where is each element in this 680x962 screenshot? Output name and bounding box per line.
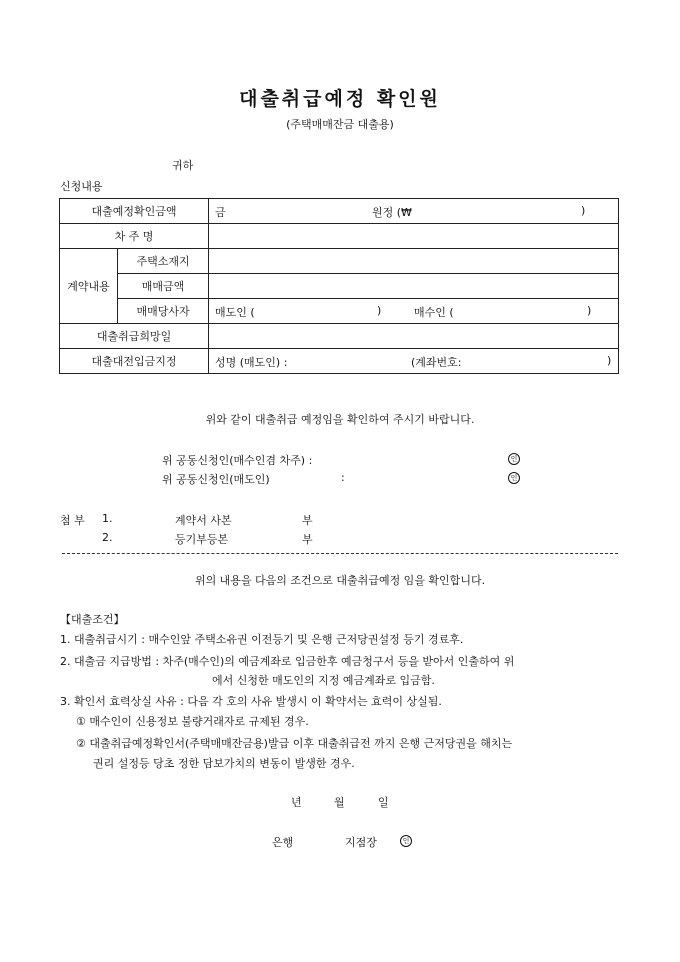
branch-manager-label: 지점장 bbox=[345, 836, 377, 849]
buyer-close: ) bbox=[587, 304, 592, 317]
attachment-name: 계약서 사본 bbox=[175, 514, 232, 527]
date-label: 대출취급희망일 bbox=[60, 324, 209, 349]
document-subtitle: (주택매매잔금 대출용) bbox=[286, 118, 394, 131]
condition-3: 3. 확인서 효력상실 사유 : 다음 각 호의 사유 발생시 이 확약서는 효력이 상실됨. bbox=[60, 695, 442, 708]
borrower-label: 차 주 명 bbox=[60, 224, 209, 249]
seller-label: 매도인 ( bbox=[215, 306, 255, 319]
parties-label: 매매당사자 bbox=[118, 299, 209, 324]
date-row bbox=[60, 324, 619, 349]
cut-line bbox=[62, 553, 618, 554]
seal-icon: 인 bbox=[508, 472, 520, 484]
buyer-label: 매수인 ( bbox=[414, 306, 454, 319]
condition-3-2-cont: 권리 설정등 당초 정한 담보가치의 변동이 발생한 경우. bbox=[93, 757, 355, 770]
section-label: 신청내용 bbox=[60, 180, 103, 193]
parties-field[interactable] bbox=[209, 299, 619, 324]
borrower-field[interactable] bbox=[209, 224, 619, 249]
account-row bbox=[60, 349, 619, 374]
conditions-intro: 위의 내용을 다음의 조건으로 대출취급예정 임을 확인합니다. bbox=[194, 574, 486, 587]
seal-icon: 인 bbox=[508, 453, 520, 465]
conditions-heading: 【대출조건】 bbox=[60, 613, 125, 626]
amount-close: ) bbox=[581, 204, 586, 217]
condition-3-1: ① 매수인이 신용정보 불량거래자로 규제된 경우. bbox=[76, 715, 309, 728]
document-title: 대출취급예정 확인원 bbox=[239, 88, 441, 110]
attachment-unit: 부 bbox=[302, 533, 313, 546]
condition-2: 2. 대출금 지급방법 : 차주(매수인)의 예금계좌로 입금한후 예금청구서 등을 받아서 인출하여 위 bbox=[60, 655, 515, 668]
attachment-unit: 부 bbox=[302, 514, 313, 527]
account-name: 성명 (매도인) : bbox=[215, 356, 288, 369]
amount-row bbox=[60, 199, 619, 224]
price-row bbox=[60, 274, 619, 299]
address-field[interactable] bbox=[209, 249, 619, 274]
condition-1: 1. 대출취급시기 : 매수인앞 주택소유권 이전등기 및 은행 근저당권설정 등기 경료후. bbox=[60, 633, 464, 646]
address-row bbox=[60, 249, 619, 274]
amount-field[interactable] bbox=[209, 199, 619, 224]
account-close: ) bbox=[607, 354, 612, 367]
address-label: 주택소재지 bbox=[118, 249, 209, 274]
date-day: 일 bbox=[378, 796, 389, 809]
account-label: 대출대전입금지정 bbox=[60, 349, 209, 374]
request-text: 위와 같이 대출취급 예정임을 확인하여 주시기 바랍니다. bbox=[205, 413, 475, 426]
applicant-seller: 위 공동신청인(매도인) bbox=[162, 473, 270, 486]
amount-suffix: 원정 (₩ bbox=[372, 206, 412, 219]
price-label: 매매금액 bbox=[118, 274, 209, 299]
date-year: 년 bbox=[291, 796, 302, 809]
seal-icon: 인 bbox=[400, 835, 412, 847]
seller-close: ) bbox=[377, 304, 382, 317]
attachment-no: 1. bbox=[102, 512, 113, 525]
date-month: 월 bbox=[334, 796, 345, 809]
application-table bbox=[59, 198, 619, 374]
applicant-seller-colon: : bbox=[341, 471, 345, 484]
amount-prefix: 금 bbox=[215, 206, 226, 219]
parties-row bbox=[60, 299, 619, 324]
borrower-row bbox=[60, 224, 619, 249]
condition-3-2: ② 대출취급예정확인서(주택매매잔금용)발급 이후 대출취급전 까지 은행 근저당권을 해치는 bbox=[76, 737, 513, 750]
attachment-label: 첨 부 bbox=[60, 514, 85, 527]
bank-label: 은행 bbox=[272, 836, 294, 849]
account-field[interactable] bbox=[209, 349, 619, 374]
attachment-name: 등기부등본 bbox=[175, 533, 229, 546]
amount-label: 대출예정확인금액 bbox=[60, 199, 209, 224]
date-field[interactable] bbox=[209, 324, 619, 349]
price-field[interactable] bbox=[209, 274, 619, 299]
account-no: (계좌번호: bbox=[411, 356, 462, 369]
recipient-suffix: 귀하 bbox=[172, 159, 194, 172]
applicant-buyer: 위 공동신청인(매수인겸 차주) : bbox=[162, 454, 313, 467]
attachment-no: 2. bbox=[102, 531, 113, 544]
condition-2-cont: 에서 신청한 매도인의 지정 예금계좌로 입금함. bbox=[212, 674, 435, 687]
contract-label: 계약내용 bbox=[60, 249, 118, 324]
